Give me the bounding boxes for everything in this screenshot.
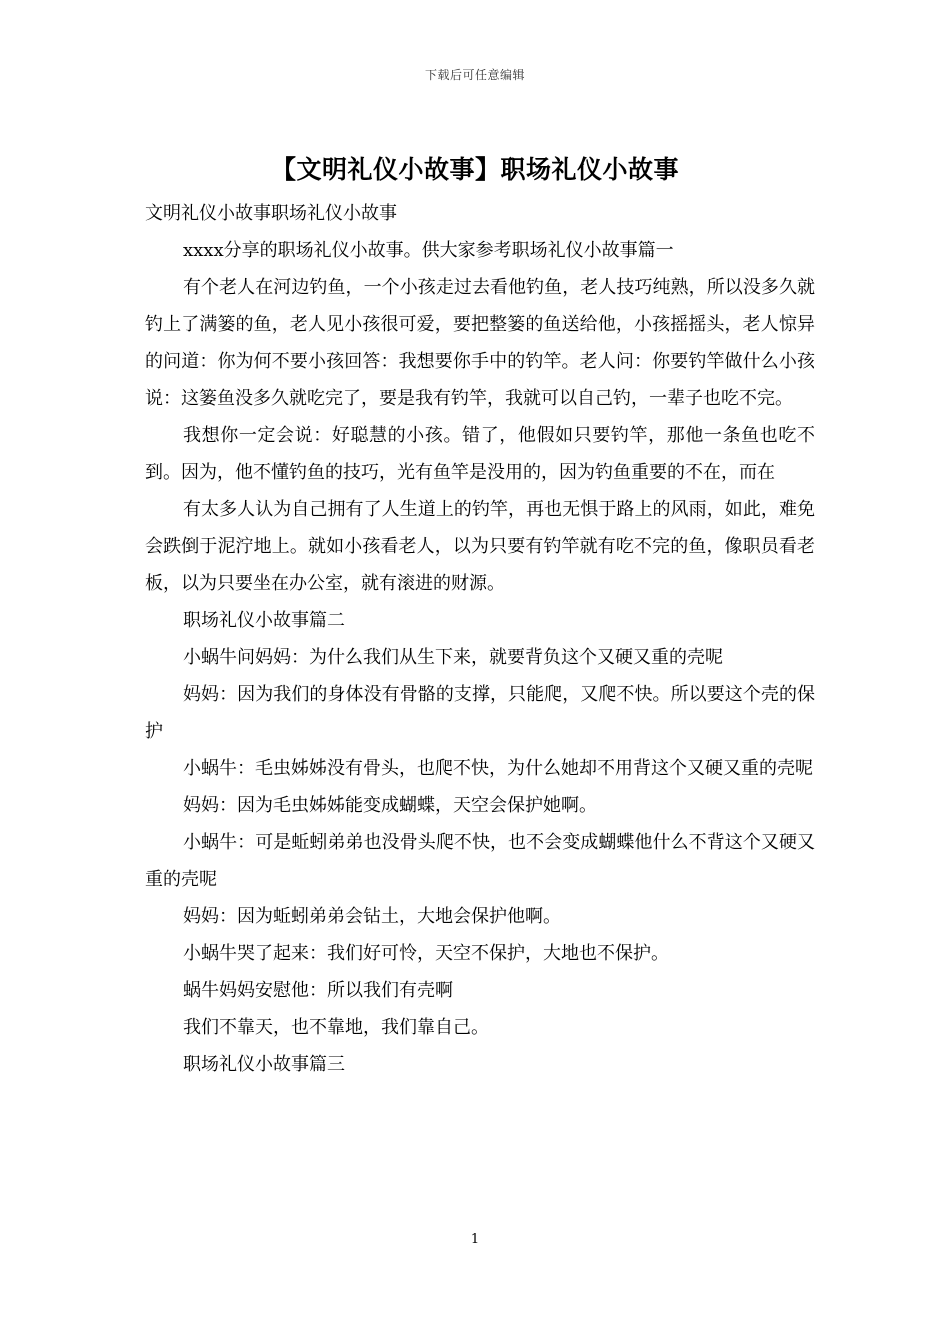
document-body <box>145 195 815 1083</box>
section-heading: 职场礼仪小故事篇二 <box>183 610 345 631</box>
paragraph: 小蜗牛：可是蚯蚓弟弟也没骨头爬不快，也不会变成蝴蝶他什么不背这个又硬又重的壳呢 <box>145 832 815 890</box>
section-heading: 职场礼仪小故事篇三 <box>183 1054 345 1075</box>
paragraph: 妈妈：因为我们的身体没有骨骼的支撑，只能爬，又爬不快。所以要这个壳的保护 <box>145 684 815 742</box>
document-title: 【文明礼仪小故事】职场礼仪小故事 <box>270 155 679 184</box>
page-number: 1 <box>470 1232 480 1247</box>
header-note: 下载后可任意编辑 <box>424 68 525 82</box>
paragraph: 妈妈：因为毛虫姊姊能变成蝴蝶，天空会保护她啊。 <box>183 795 597 816</box>
paragraph: xxxx分享的职场礼仪小故事。供大家参考职场礼仪小故事篇一 <box>183 240 674 261</box>
paragraph: 妈妈：因为蚯蚓弟弟会钻土，大地会保护他啊。 <box>183 906 561 927</box>
paragraph: 我们不靠天，也不靠地，我们靠自己。 <box>183 1017 489 1038</box>
paragraph: 蜗牛妈妈安慰他：所以我们有壳啊 <box>183 980 453 1001</box>
paragraph: 我想你一定会说：好聪慧的小孩。错了，他假如只要钓竿，那他一条鱼也吃不到。因为，他不懂钓鱼的技巧，光有鱼竿是没用的，因为钓鱼重要的不在，而在 <box>145 425 815 483</box>
paragraph: 小蜗牛问妈妈：为什么我们从生下来，就要背负这个又硬又重的壳呢 <box>183 647 723 668</box>
paragraph: 有太多人认为自己拥有了人生道上的钓竿，再也无惧于路上的风雨，如此，难免会跌倒于泥泞地上。就如小孩看老人，以为只要有钓竿就有吃不完的鱼，像职员看老板，以为只要坐在办公室，就有滚进的财源。 <box>145 499 815 594</box>
paragraph: 文明礼仪小故事职场礼仪小故事 <box>145 203 397 224</box>
paragraph: 小蜗牛哭了起来：我们好可怜，天空不保护，大地也不保护。 <box>183 943 669 964</box>
paragraph: 有个老人在河边钓鱼，一个小孩走过去看他钓鱼，老人技巧纯熟，所以没多久就钓上了满篓的鱼，老人见小孩很可爱，要把整篓的鱼送给他，小孩摇摇头，老人惊异的问道：你为何不要小孩回答：我想要你手中的钓竿。老人问：你要钓竿做什么小孩说：这篓鱼没多久就吃完了，要是我有钓竿，我就可以自己钓，一辈子也吃不完。 <box>145 277 815 409</box>
paragraph: 小蜗牛：毛虫姊姊没有骨头，也爬不快，为什么她却不用背这个又硬又重的壳呢 <box>183 758 813 779</box>
